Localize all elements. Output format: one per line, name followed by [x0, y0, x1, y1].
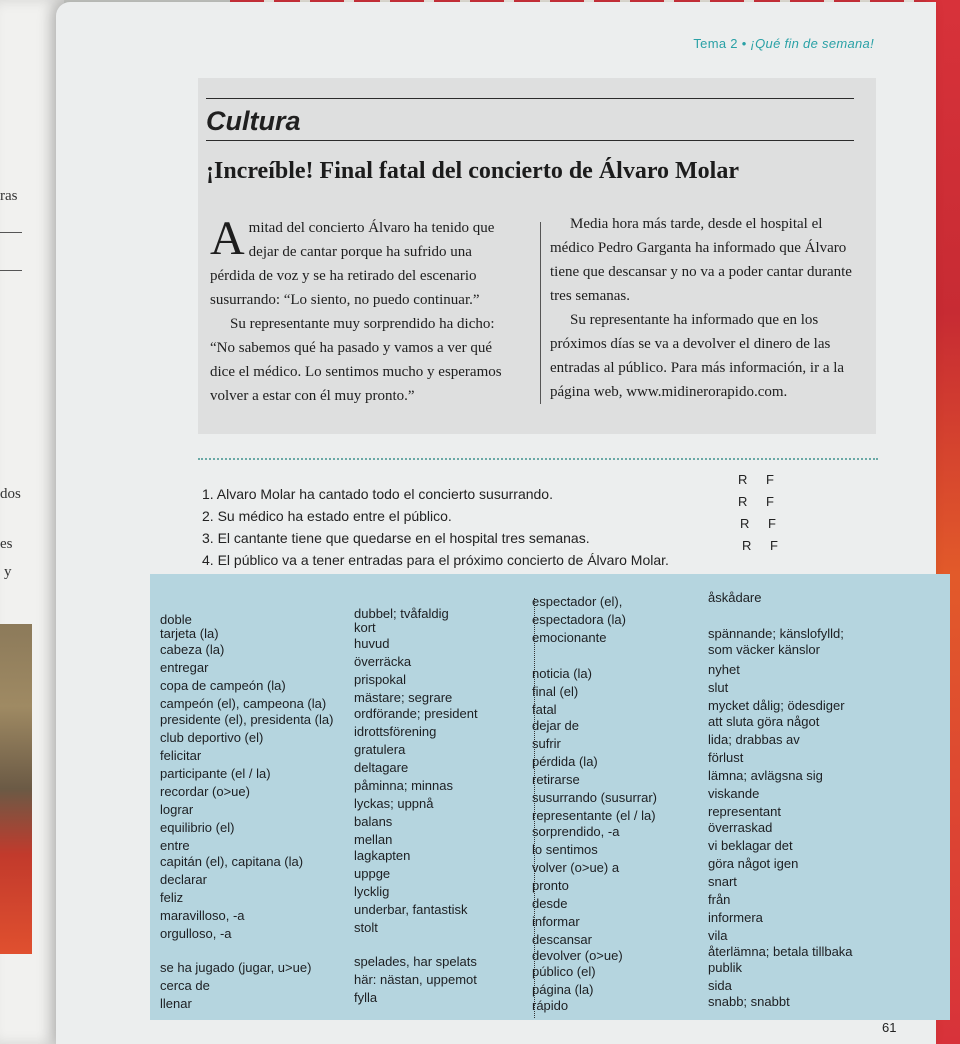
vocab-translation: deltagare — [354, 760, 409, 775]
running-head-prefix: Tema 2 • — [693, 36, 747, 51]
vocab-translation: lagkapten — [354, 848, 411, 863]
vocab-translation: mycket dålig; ödesdiger — [708, 698, 845, 713]
article-paragraph — [210, 212, 520, 312]
question-1: 1. Alvaro Molar ha cantado todo el concierto susurrando. — [202, 486, 553, 502]
vocab-translation: spännande; känslofylld; — [708, 626, 844, 641]
vocab-translation: lycklig — [354, 884, 390, 899]
vocab-translation: mellan — [354, 832, 393, 847]
vocab-term: retirarse — [532, 772, 580, 787]
vocab-term: entregar — [160, 660, 209, 675]
vocab-translation: informera — [708, 910, 763, 925]
vocab-translation: spelades, har spelats — [354, 954, 477, 969]
vocab-term: público (el) — [532, 964, 596, 979]
vocab-translation: förlust — [708, 750, 744, 765]
vocab-term: desde — [532, 896, 568, 911]
vocab-translation: som väcker känslor — [708, 642, 820, 657]
vocab-term: felicitar — [160, 748, 202, 763]
answer-f[interactable]: F — [766, 472, 774, 487]
vocab-translation: här: nästan, uppemot — [354, 972, 477, 987]
vocab-term: final (el) — [532, 684, 579, 699]
vocab-translation: underbar, fantastisk — [354, 902, 468, 917]
vocab-translation: stolt — [354, 920, 378, 935]
vocab-translation: balans — [354, 814, 393, 829]
answer-r[interactable]: R — [742, 538, 752, 553]
vocab-term: tarjeta (la) — [160, 626, 219, 641]
prev-page-word: dos — [0, 486, 21, 502]
vocab-term: llenar — [160, 996, 192, 1011]
title-rule-bottom — [206, 140, 854, 141]
question-2: 2. Su médico ha estado entre el público. — [202, 508, 452, 524]
vocab-term: participante (el / la) — [160, 766, 271, 781]
answer-r[interactable]: R — [740, 516, 750, 531]
question-3: 3. El cantante tiene que quedarse en el hospital tres semanas. — [202, 530, 590, 546]
article-column-left — [210, 212, 520, 408]
vocab-translation: överraskad — [708, 820, 773, 835]
vocab-translation: gratulera — [354, 742, 406, 757]
vocab-translation: nyhet — [708, 662, 740, 677]
vocab-term: informar — [532, 914, 580, 929]
vocab-translation: dubbel; tvåfaldig — [354, 606, 449, 621]
vocab-term: emocionante — [532, 630, 607, 645]
vocab-term: cerca de — [160, 978, 210, 993]
vocab-term: equilibrio (el) — [160, 820, 235, 835]
prev-page-line — [0, 270, 22, 271]
vocab-translation: publik — [708, 960, 742, 975]
dotted-separator — [198, 458, 878, 460]
vocab-term: fatal — [532, 702, 557, 717]
vocab-translation: från — [708, 892, 731, 907]
answer-r[interactable]: R — [738, 472, 748, 487]
vocab-term: recordar (o>ue) — [160, 784, 250, 799]
answer-r[interactable]: R — [738, 494, 748, 509]
vocab-translation: lida; drabbas av — [708, 732, 800, 747]
vocab-term: lograr — [160, 802, 194, 817]
vocab-term: pérdida (la) — [532, 754, 598, 769]
vocab-term: maravilloso, -a — [160, 908, 245, 923]
vocab-term: feliz — [160, 890, 184, 905]
prev-page-word: es — [0, 536, 13, 552]
vocab-translation: representant — [708, 804, 781, 819]
article-headline: ¡Increíble! Final fatal del concierto de Álvaro Molar — [206, 158, 740, 184]
vocab-translation: slut — [708, 680, 729, 695]
vocab-term: espectadora (la) — [532, 612, 626, 627]
prev-page-line — [0, 232, 22, 233]
vocab-term: declarar — [160, 872, 207, 887]
vocab-term: volver (o>ue) a — [532, 860, 620, 875]
vocab-translation: göra något igen — [708, 856, 799, 871]
vocab-translation: prispokal — [354, 672, 407, 687]
running-head — [693, 36, 874, 51]
vocab-translation: vi beklagar det — [708, 838, 793, 853]
vocab-term: copa de campeón (la) — [160, 678, 286, 693]
vocab-term: entre — [160, 838, 190, 853]
prev-page-photo — [0, 624, 32, 954]
vocab-term: campeón (el), campeona (la) — [160, 696, 327, 711]
vocab-term: doble — [160, 612, 192, 627]
vocab-translation: ordförande; president — [354, 706, 478, 721]
article-paragraph-text: mitad del concierto Álvaro ha tenido que dejar de cantar porque ha sufrido una pérdida de voz y se ha retirado del escenario susurrando: “Lo siento, no puedo continuar.” — [210, 220, 495, 308]
vocab-term: devolver (o>ue) — [532, 948, 623, 963]
vocab-translation: snabb; snabbt — [708, 994, 790, 1009]
vocab-term: rápido — [532, 998, 569, 1013]
vocab-term: dejar de — [532, 718, 579, 733]
vocab-term: pronto — [532, 878, 569, 893]
vocab-translation: lyckas; uppnå — [354, 796, 434, 811]
vocab-translation: idrottsförening — [354, 724, 437, 739]
vocab-translation: sida — [708, 978, 732, 993]
vocab-translation: uppge — [354, 866, 391, 881]
vocab-term: orgulloso, -a — [160, 926, 232, 941]
vocab-term: club deportivo (el) — [160, 730, 264, 745]
vocab-term: sufrir — [532, 736, 561, 751]
vocab-term: página (la) — [532, 982, 594, 997]
vocab-translation: viskande — [708, 786, 760, 801]
page-number: 61 — [882, 1020, 897, 1035]
vocab-term: noticia (la) — [532, 666, 592, 681]
vocab-translation: återlämna; betala tillbaka — [708, 944, 853, 959]
column-divider — [540, 222, 541, 404]
vocab-translation: vila — [708, 928, 728, 943]
article-paragraph: Su representante muy sorprendido ha dicho: “No sabemos qué ha pasado y vamos a ver qué dice el médico. Lo sentimos mucho y esperamos volver a estar con él muy pronto.” — [210, 316, 502, 404]
vocab-translation: påminna; minnas — [354, 778, 453, 793]
vocab-term: capitán (el), capitana (la) — [160, 854, 304, 869]
previous-page — [0, 0, 64, 1044]
textbook-page — [56, 2, 936, 1044]
question-4: 4. El público va a tener entradas para el próximo concierto de Álvaro Molar. — [202, 552, 669, 568]
vocab-term: lo sentimos — [532, 842, 598, 857]
vocab-term: susurrando (susurrar) — [532, 790, 657, 805]
vocab-term: espectador (el), — [532, 594, 623, 609]
vocab-translation: kort — [354, 620, 376, 635]
vocab-term: se ha jugado (jugar, u>ue) — [160, 960, 312, 975]
vocab-term: sorprendido, -a — [532, 824, 620, 839]
title-rule-top — [206, 98, 854, 99]
vocab-term: presidente (el), presidenta (la) — [160, 712, 334, 727]
article-column-right — [550, 212, 866, 404]
article-paragraph: Media hora más tarde, desde el hospital el médico Pedro Garganta ha informado que Álvaro tiene que descansar y no va a poder cantar durante tres semanas. — [550, 216, 852, 304]
article-paragraph: Su representante ha informado que en los próximos días se va a devolver el dinero de las entradas al público. Para más información, ir a la página web, www.midinerorapido.com. — [550, 312, 845, 400]
answer-f[interactable]: F — [766, 494, 774, 509]
vocab-translation: överräcka — [354, 654, 412, 669]
vocab-term: descansar — [532, 932, 592, 947]
vocab-translation: åskådare — [708, 590, 762, 605]
vocab-translation: fylla — [354, 990, 378, 1005]
prev-page-word: ras — [0, 188, 18, 204]
answer-f[interactable]: F — [770, 538, 778, 553]
vocab-translation: snart — [708, 874, 737, 889]
running-head-title: ¡Qué fin de semana! — [750, 36, 874, 51]
prev-page-word: y — [4, 564, 12, 580]
drop-cap: A — [210, 212, 245, 265]
section-title: Cultura — [206, 106, 301, 136]
vocab-translation: mästare; segrare — [354, 690, 453, 705]
vocab-translation: att sluta göra något — [708, 714, 820, 729]
vocab-term: cabeza (la) — [160, 642, 225, 657]
answer-f[interactable]: F — [768, 516, 776, 531]
vocab-translation: huvud — [354, 636, 390, 651]
vocab-translation: lämna; avlägsna sig — [708, 768, 823, 783]
vocab-term: representante (el / la) — [532, 808, 656, 823]
